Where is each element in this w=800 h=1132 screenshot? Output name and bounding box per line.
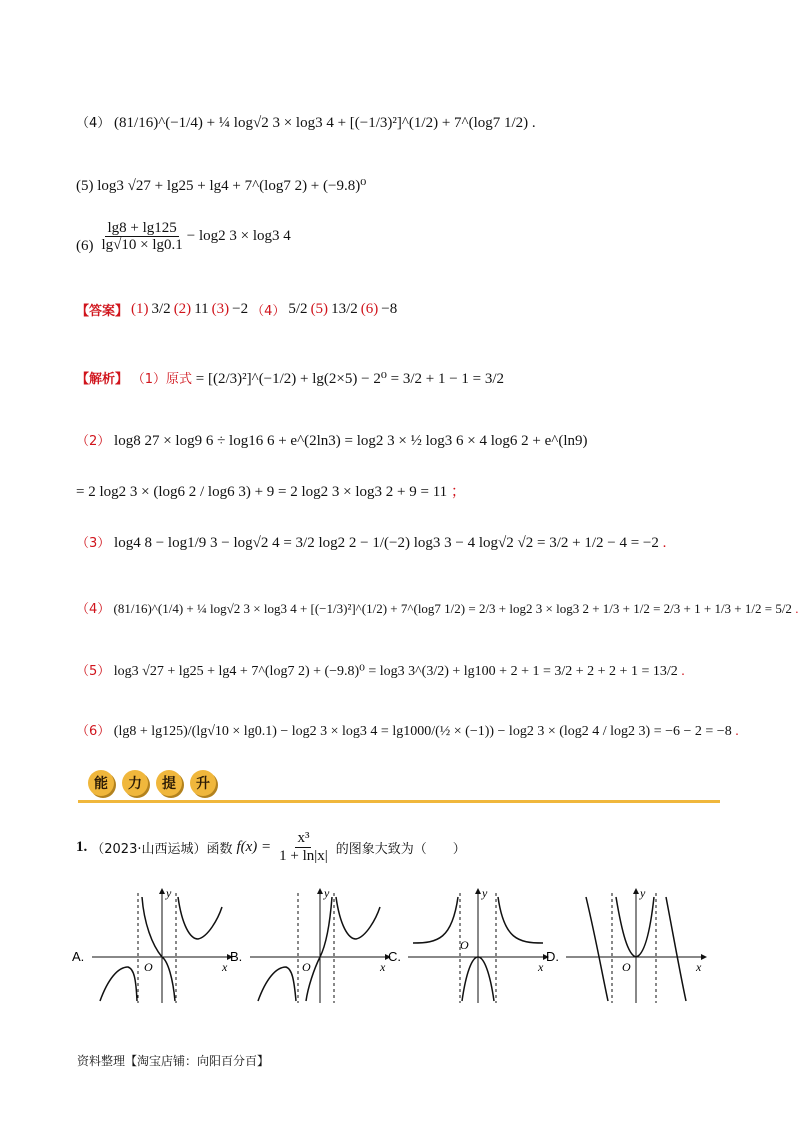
section-char: 能 xyxy=(88,770,114,796)
x-label: x xyxy=(222,960,228,974)
curve-branch xyxy=(178,897,222,939)
solution-3-tail: . xyxy=(662,535,667,551)
solution-3-expression: log4 8 − log1/9 3 − log√2 4 = 3/2 log2 2 − 1/(−2) log3 3 − 4 log√2 √2 = 3/2 + 1/2 − 4 = −2 xyxy=(114,535,659,551)
solution-2a xyxy=(76,430,587,450)
curve-branch xyxy=(616,897,654,957)
solution-4-label: （4） xyxy=(76,602,111,617)
x-label: x xyxy=(380,960,386,974)
answer-value: 5/2 xyxy=(288,301,308,317)
answer-item: (5) xyxy=(310,301,329,317)
answer-item: (1) xyxy=(131,301,149,317)
solution-3 xyxy=(76,532,666,552)
answer-value: 11 xyxy=(194,301,209,317)
solution-1-label: （1）原式 xyxy=(131,372,193,387)
option-a[interactable] xyxy=(72,886,232,1003)
origin-label: O xyxy=(302,960,311,974)
section-char: 力 xyxy=(122,770,148,796)
solution-5 xyxy=(76,660,685,680)
answer-item: (2) xyxy=(173,301,192,317)
question-number: 1. xyxy=(76,838,88,855)
solution-5-tail: . xyxy=(681,664,685,679)
solution-2-expression-a: log8 27 × log9 6 ÷ log16 6 + e^(2ln3) = log2 3 × ½ log3 6 × 4 log6 2 + e^(ln9) xyxy=(114,433,588,449)
y-label: y xyxy=(640,886,646,900)
solution-6-expression: (lg8 + lg125)/(lg√10 × lg0.1) − log2 3 × log3 4 = lg1000/(½ × (−1)) − log2 3 × (log2 4 / log2 3) = −6 − 2 = −8 xyxy=(113,724,732,739)
answer-value: 3/2 xyxy=(151,301,171,317)
section-rule xyxy=(78,800,720,803)
problem-4 xyxy=(76,112,536,132)
y-label: y xyxy=(324,886,330,900)
solution-4-expression: (81/16)^(1/4) + ¼ log√2 3 × log3 4 + [(−1/3)²]^(1/2) + 7^(log7 1/2) = 2/3 + log2 3 × log3 2 + 1/3 + 1/2 = 2/3 + 1 + 1/3 + 1/2 = 5/2 xyxy=(113,601,792,616)
y-label: y xyxy=(482,886,488,900)
answer-tag: 【答案】 xyxy=(76,304,129,319)
option-b[interactable] xyxy=(230,886,390,1003)
curve-branch xyxy=(666,897,686,1001)
solution-1-expression: = [(2/3)²]^(−1/2) + lg(2×5) − 2⁰ = 3/2 + 1 − 1 = 3/2 xyxy=(195,371,505,387)
solution-1 xyxy=(76,368,504,388)
curve-branch xyxy=(336,897,380,939)
answer-item: （4） xyxy=(251,304,286,319)
solution-6-tail: . xyxy=(735,724,739,739)
function-denominator: 1 + ln|x| xyxy=(279,847,328,864)
curve-branch xyxy=(498,897,543,943)
solution-4 xyxy=(76,598,798,617)
problem-5-expression: log3 √27 + lg25 + lg4 + 7^(log7 2) + (−9.8)⁰ xyxy=(97,178,367,194)
origin-label: O xyxy=(622,960,631,974)
solution-6 xyxy=(76,720,739,740)
x-label: x xyxy=(538,960,544,974)
curve-branch xyxy=(100,967,137,1001)
curve-branch xyxy=(142,897,175,1001)
section-banner xyxy=(88,770,216,796)
curve-branch xyxy=(258,967,296,1001)
x-label: x xyxy=(696,960,702,974)
solution-3-label: （3） xyxy=(76,536,111,551)
y-label: y xyxy=(166,886,172,900)
problem-6-fraction xyxy=(100,220,185,254)
solution-5-expression: log3 √27 + lg25 + lg4 + 7^(log7 2) + (−9.8)⁰ = log3 3^(3/2) + lg100 + 2 + 1 = 3/2 + 2 + 2 + 1 = 13/2 xyxy=(113,664,678,679)
origin-label: O xyxy=(460,938,469,952)
answer-item: (6) xyxy=(360,301,379,317)
problem-5 xyxy=(76,176,366,195)
function-lhs: f(x) = xyxy=(236,838,272,855)
answer-value: −2 xyxy=(232,301,249,317)
problem-5-label: (5) xyxy=(76,178,94,194)
solution-4-tail: . xyxy=(795,601,799,616)
option-b-label: B. xyxy=(230,949,243,964)
footer-text: 资料整理【淘宝店铺：向阳百分百】 xyxy=(77,1054,270,1068)
option-a-label: A. xyxy=(72,949,85,964)
problem-4-tail: . xyxy=(531,115,536,131)
function-fraction xyxy=(277,830,330,864)
option-d[interactable] xyxy=(546,886,706,1003)
solution-6-label: （6） xyxy=(76,724,111,739)
curve-branch xyxy=(306,897,332,1001)
option-c[interactable] xyxy=(388,886,548,1003)
answer-value: 13/2 xyxy=(331,301,358,317)
problem-4-expression: (81/16)^(−1/4) + ¼ log√2 3 × log3 4 + [(−1/3)²]^(1/2) + 7^(log7 1/2) xyxy=(114,115,529,131)
problem-6-denominator: lg√10 × lg0.1 xyxy=(101,237,183,253)
section-char: 升 xyxy=(190,770,216,796)
problem-4-label: （4） xyxy=(76,116,111,131)
answer-line xyxy=(76,300,397,319)
option-d-label: D. xyxy=(546,949,559,964)
curve-branch xyxy=(586,897,608,1001)
solution-2-expression-b: = 2 log2 3 × (log6 2 / log6 3) + 9 = 2 log2 3 × log3 2 + 9 = 11 xyxy=(76,484,448,500)
problem-6 xyxy=(76,218,291,255)
option-c-label: C. xyxy=(388,949,401,964)
question-1 xyxy=(76,830,466,864)
function-numerator: x³ xyxy=(297,830,310,846)
solution-2-label: （2） xyxy=(76,434,111,449)
problem-6-label: (6) xyxy=(76,238,94,254)
option-graphs xyxy=(72,883,732,1008)
question-source: （2023·山西运城）函数 xyxy=(91,841,233,857)
solution-2-tail: ； xyxy=(450,484,466,500)
solution-tag: 【解析】 xyxy=(76,372,129,387)
problem-6-numerator: lg8 + lg125 xyxy=(107,219,177,236)
solution-5-label: （5） xyxy=(76,664,111,679)
solution-2b xyxy=(76,480,466,501)
answer-value: −8 xyxy=(381,301,398,317)
question-tail: 的图象大致为（ ） xyxy=(335,841,466,857)
origin-label: O xyxy=(144,960,153,974)
section-char: 提 xyxy=(156,770,182,796)
problem-6-rest: − log2 3 × log3 4 xyxy=(186,228,291,244)
curve-branch xyxy=(413,897,458,943)
answer-item: (3) xyxy=(211,301,230,317)
